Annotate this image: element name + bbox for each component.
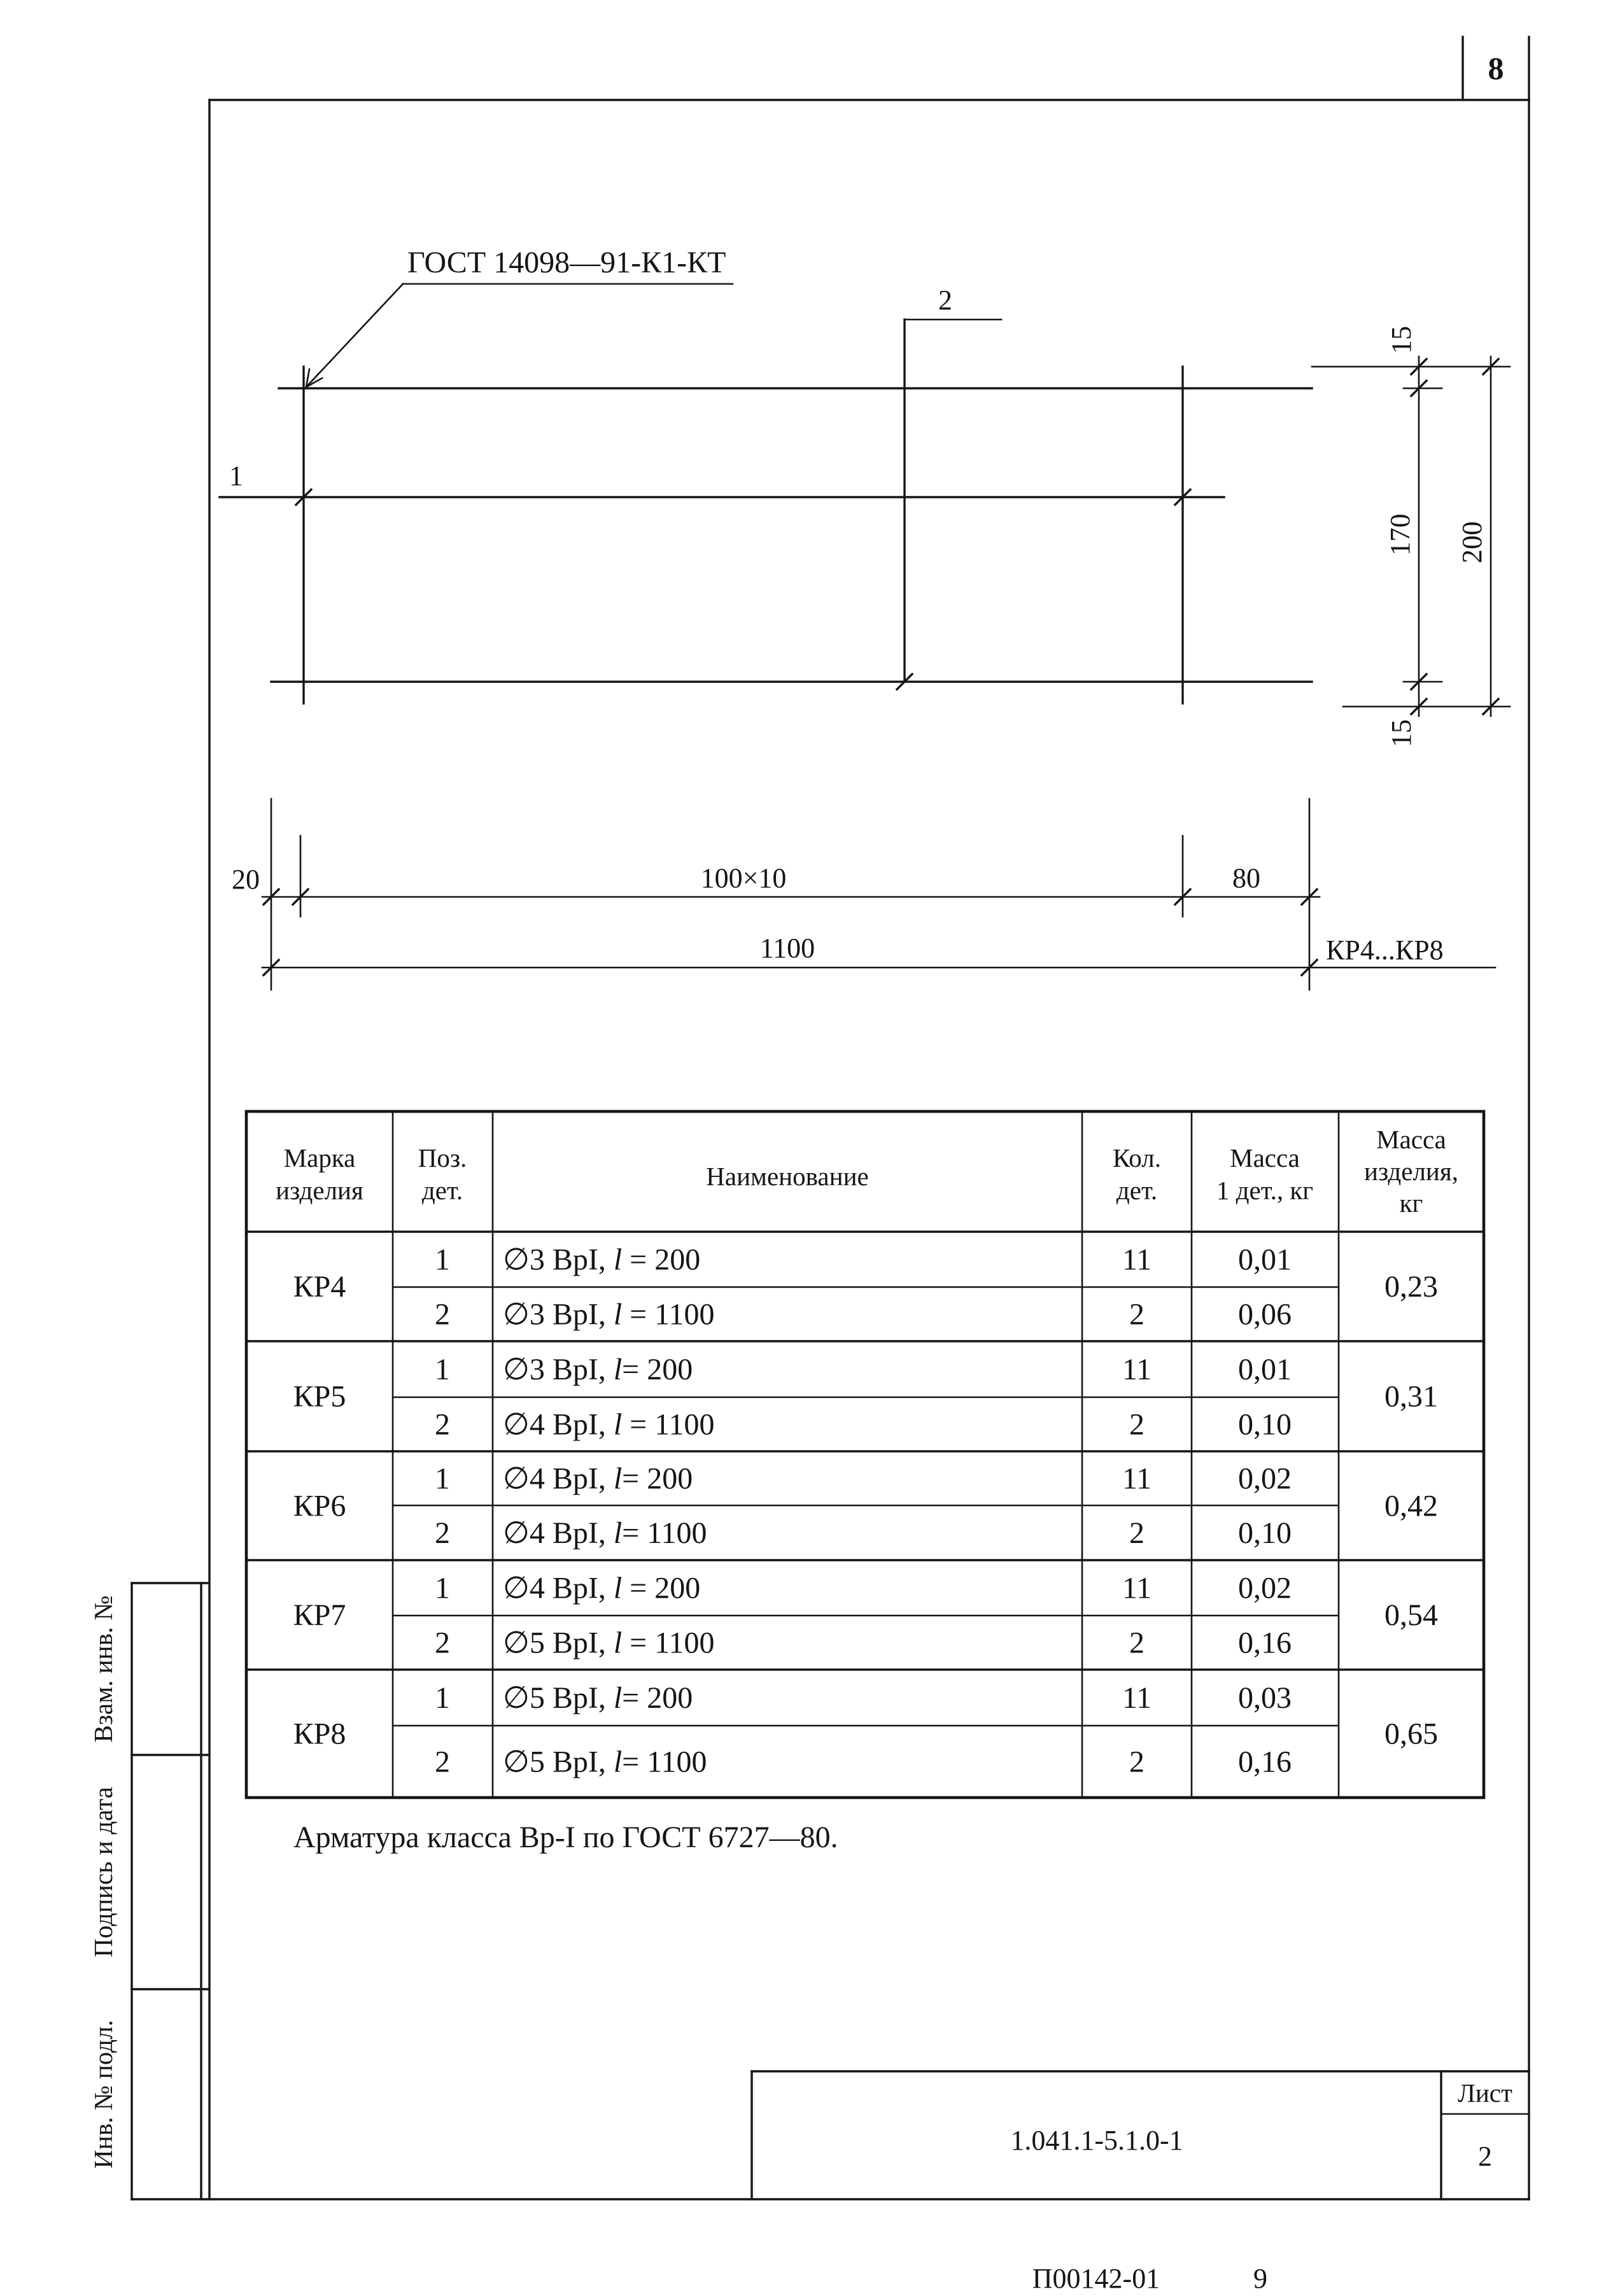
vertical-dimensions bbox=[1312, 326, 1510, 747]
unit-mass: 0,16 bbox=[1238, 1745, 1292, 1779]
item-name-prefix: ∅4 ВрI, bbox=[503, 1461, 614, 1496]
product-mass: 0,23 bbox=[1384, 1270, 1438, 1304]
dimension-ticks bbox=[264, 359, 1498, 975]
item-name-length: = 200 bbox=[622, 1461, 693, 1496]
header-quantity-line2: дет. bbox=[1116, 1176, 1158, 1205]
item-name-length: = 200 bbox=[622, 1243, 701, 1277]
title-block bbox=[752, 2071, 1529, 2199]
item-name-length: = 1100 bbox=[622, 1516, 707, 1550]
product-mark: КР6 bbox=[293, 1489, 346, 1523]
header-product-mass-line1: Масса bbox=[1376, 1125, 1446, 1154]
item-name bbox=[503, 1572, 700, 1605]
item-name bbox=[503, 1516, 707, 1550]
item-name bbox=[503, 1626, 714, 1660]
gost-leader-line bbox=[306, 284, 403, 387]
table-row bbox=[435, 1626, 1292, 1660]
product-mass: 0,31 bbox=[1384, 1379, 1438, 1414]
table-row bbox=[435, 1681, 1292, 1715]
item-name bbox=[503, 1243, 700, 1277]
sheet-frame bbox=[132, 37, 1529, 2199]
position-number: 1 bbox=[435, 1461, 450, 1496]
item-name-length: = 1100 bbox=[622, 1297, 715, 1332]
position-number: 1 bbox=[435, 1571, 450, 1605]
quantity: 2 bbox=[1129, 1516, 1145, 1550]
side-stamp bbox=[88, 1583, 209, 2199]
footer-code: П00142-01 bbox=[1032, 2263, 1160, 2294]
header-name: Наименование bbox=[706, 1162, 869, 1191]
item-name-length: = 200 bbox=[622, 1353, 693, 1386]
position-number: 2 bbox=[435, 1626, 450, 1660]
gost-leader bbox=[306, 246, 733, 387]
length-symbol: l bbox=[613, 1626, 623, 1660]
quantity: 2 bbox=[1129, 1407, 1145, 1442]
item-name-length: = 200 bbox=[622, 1681, 693, 1715]
header-product-mass-line3: кг bbox=[1399, 1188, 1423, 1218]
signature-date-label: Подпись и дата bbox=[88, 1787, 118, 1957]
item-name-length: = 200 bbox=[622, 1571, 701, 1605]
table-border bbox=[246, 1111, 1484, 1798]
header-mark-line1: Марка bbox=[283, 1143, 356, 1173]
item-name bbox=[503, 1353, 693, 1386]
unit-mass: 0,01 bbox=[1238, 1243, 1292, 1277]
dim-top-cover: 15 bbox=[1386, 326, 1417, 354]
length-symbol: l bbox=[613, 1407, 623, 1442]
replacement-inventory-label: Взам. инв. № bbox=[88, 1595, 118, 1743]
product-marks-range: КР4...КР8 bbox=[1326, 934, 1444, 966]
table-row bbox=[435, 1516, 1292, 1550]
sheet-number: 2 bbox=[1478, 2141, 1492, 2172]
sheet-label: Лист bbox=[1458, 2078, 1512, 2108]
length-symbol: l bbox=[613, 1516, 623, 1550]
item-name bbox=[503, 1298, 714, 1332]
item-name-prefix: ∅4 ВрI, bbox=[503, 1516, 614, 1550]
length-symbol: l bbox=[613, 1297, 623, 1332]
header-unit-mass-line1: Масса bbox=[1230, 1143, 1300, 1173]
product-mark: КР5 bbox=[293, 1379, 346, 1414]
mesh-drawing bbox=[220, 320, 1312, 703]
length-symbol: l bbox=[613, 1353, 623, 1386]
dim-left-offset: 20 bbox=[232, 864, 260, 895]
position-number: 2 bbox=[435, 1407, 450, 1442]
length-symbol: l bbox=[613, 1745, 623, 1779]
item-name-prefix: ∅3 ВрI, bbox=[503, 1243, 614, 1277]
position-number: 2 bbox=[435, 1745, 450, 1779]
table-row bbox=[435, 1243, 1292, 1277]
header-unit-mass-line2: 1 дет., кг bbox=[1216, 1176, 1314, 1205]
quantity: 11 bbox=[1122, 1353, 1152, 1386]
product-mark: КР8 bbox=[293, 1717, 346, 1751]
table-header bbox=[276, 1125, 1458, 1218]
position-number: 1 bbox=[435, 1243, 450, 1277]
unit-mass: 0,01 bbox=[1238, 1353, 1292, 1386]
original-inventory-label: Инв. № подл. bbox=[88, 2020, 118, 2169]
item-name-length: = 1100 bbox=[622, 1626, 715, 1660]
header-mark-line2: изделия bbox=[276, 1176, 363, 1205]
unit-mass: 0,03 bbox=[1238, 1681, 1292, 1715]
table-product-group bbox=[293, 1681, 1438, 1779]
position-number: 1 bbox=[435, 1353, 450, 1386]
dim-inner-height: 170 bbox=[1384, 514, 1416, 556]
product-mark: КР4 bbox=[293, 1270, 346, 1304]
dim-total-length: 1100 bbox=[759, 933, 815, 964]
item-name-prefix: ∅4 ВрI, bbox=[503, 1407, 614, 1442]
unit-mass: 0,10 bbox=[1238, 1407, 1292, 1442]
unit-mass: 0,02 bbox=[1238, 1461, 1292, 1496]
position-1-label: 1 bbox=[229, 460, 243, 491]
item-name-prefix: ∅5 ВрI, bbox=[503, 1681, 614, 1715]
quantity: 2 bbox=[1129, 1297, 1145, 1332]
position-2-label: 2 bbox=[938, 285, 952, 316]
item-name-prefix: ∅5 ВрI, bbox=[503, 1626, 614, 1660]
product-mass: 0,54 bbox=[1384, 1598, 1438, 1632]
dim-total-height: 200 bbox=[1456, 521, 1488, 563]
dim-bar-spacing: 100×10 bbox=[700, 863, 787, 894]
table-row bbox=[435, 1353, 1292, 1386]
position-number: 1 bbox=[435, 1681, 450, 1715]
quantity: 11 bbox=[1122, 1461, 1152, 1496]
product-mass: 0,42 bbox=[1384, 1489, 1438, 1523]
header-position-line2: дет. bbox=[421, 1176, 463, 1205]
length-symbol: l bbox=[613, 1571, 623, 1605]
item-name bbox=[503, 1462, 693, 1496]
item-name bbox=[503, 1681, 693, 1715]
page-number: 8 bbox=[1488, 50, 1504, 86]
item-name-prefix: ∅3 ВрI, bbox=[503, 1297, 614, 1332]
dim-bottom-cover: 15 bbox=[1386, 719, 1417, 747]
header-position-line1: Поз. bbox=[418, 1143, 467, 1173]
length-symbol: l bbox=[613, 1681, 623, 1715]
length-symbol: l bbox=[613, 1461, 623, 1496]
specification-table bbox=[246, 1111, 1484, 1798]
gost-designation-label: ГОСТ 14098—91-К1-КТ bbox=[407, 246, 726, 279]
footer-page-number: 9 bbox=[1253, 2263, 1267, 2294]
unit-mass: 0,02 bbox=[1238, 1571, 1292, 1605]
product-mass: 0,65 bbox=[1384, 1717, 1438, 1751]
quantity: 2 bbox=[1129, 1626, 1145, 1660]
table-row bbox=[435, 1572, 1292, 1605]
table-body bbox=[293, 1243, 1438, 1779]
unit-mass: 0,16 bbox=[1238, 1626, 1292, 1660]
quantity: 11 bbox=[1122, 1571, 1152, 1605]
item-name-prefix: ∅4 ВрI, bbox=[503, 1571, 614, 1605]
unit-mass: 0,06 bbox=[1238, 1297, 1292, 1332]
position-number: 2 bbox=[435, 1516, 450, 1550]
unit-mass: 0,10 bbox=[1238, 1516, 1292, 1550]
length-symbol: l bbox=[613, 1243, 623, 1277]
position-number: 2 bbox=[435, 1297, 450, 1332]
item-name-prefix: ∅5 ВрI, bbox=[503, 1745, 614, 1779]
header-product-mass-line2: изделия, bbox=[1364, 1157, 1458, 1186]
document-designation: 1.041.1-5.1.0-1 bbox=[1010, 2125, 1183, 2156]
table-row bbox=[435, 1462, 1292, 1496]
horizontal-dimensions bbox=[232, 799, 1495, 990]
item-name-prefix: ∅3 ВрI, bbox=[503, 1353, 614, 1386]
reinforcement-note: Арматура класса Вр-I по ГОСТ 6727—80. bbox=[293, 1821, 838, 1854]
item-name bbox=[503, 1745, 707, 1779]
table-row bbox=[435, 1745, 1292, 1779]
quantity: 11 bbox=[1122, 1681, 1152, 1715]
table-row bbox=[435, 1298, 1292, 1332]
item-name-length: = 1100 bbox=[622, 1745, 707, 1779]
table-row bbox=[435, 1408, 1292, 1442]
dim-right-offset: 80 bbox=[1232, 863, 1260, 894]
item-name-length: = 1100 bbox=[622, 1407, 715, 1442]
item-name bbox=[503, 1408, 714, 1442]
quantity: 11 bbox=[1122, 1243, 1152, 1277]
product-mark: КР7 bbox=[293, 1598, 346, 1632]
header-quantity-line1: Кол. bbox=[1113, 1143, 1161, 1173]
quantity: 2 bbox=[1129, 1745, 1145, 1779]
